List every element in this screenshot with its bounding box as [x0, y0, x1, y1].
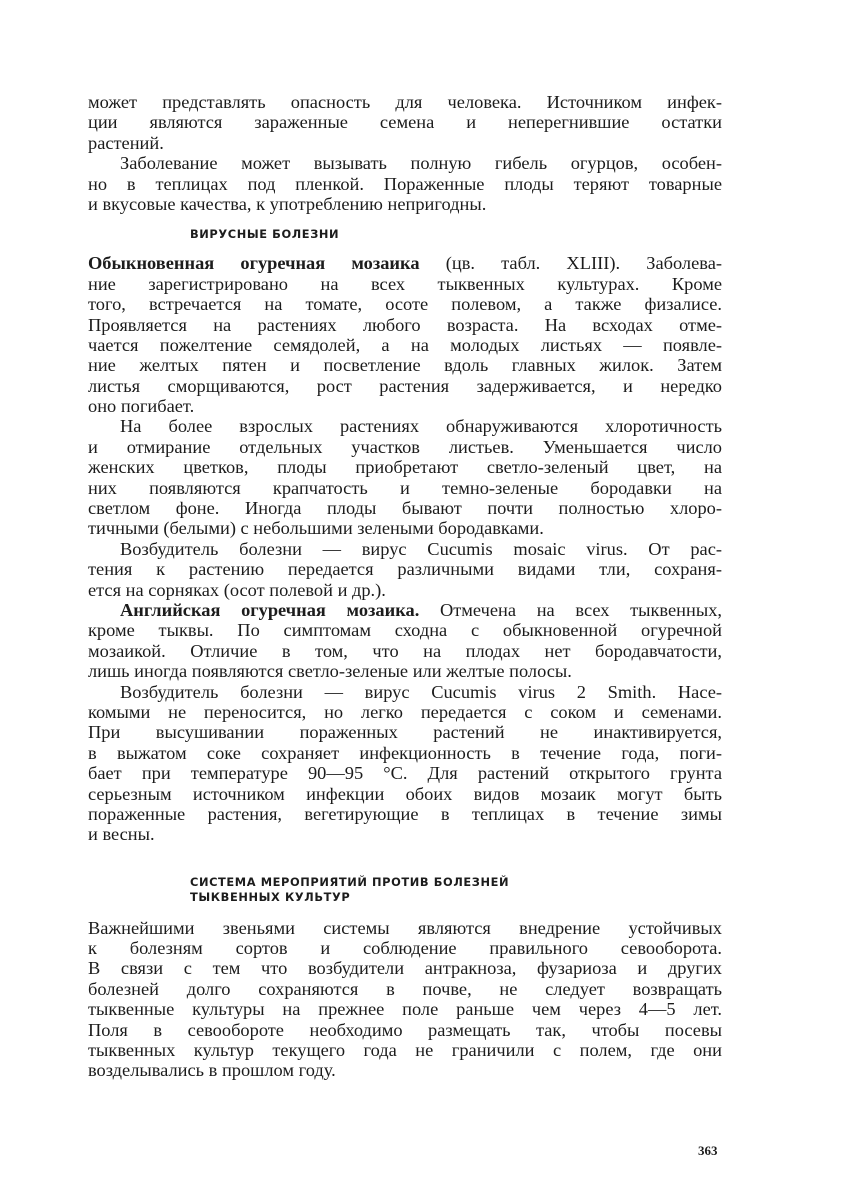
text-line: тыквенных культур текущего года не граничили с полем, где они — [88, 1040, 722, 1061]
text-line: болезней долго сохраняются в почве, не следует возвращать — [88, 978, 722, 999]
text-line: Важнейшими звеньями системы являются внедрение устойчивых — [88, 917, 722, 938]
text-line: ние зарегистрировано на всех тыквенных культурах. Кроме — [88, 273, 722, 294]
text-line: и вкусовые качества, к употреблению непригодны. — [88, 193, 487, 214]
text-line: и отмирание отдельных участков листьев. Уменьшается число — [88, 436, 722, 457]
text-line: женских цветков, плоды приобретают светло-зеленый цвет, на — [88, 457, 722, 478]
text-line: ется на сорняках (осот полевой и др.). — [88, 579, 386, 600]
text-line: них появляются крапчатость и темно-зеленые бородавки на — [88, 477, 722, 498]
text-line: листья сморщиваются, рост растения задерживается, и нередко — [88, 375, 722, 396]
text-line: того, встречается на томате, осоте полевом, а также физалисе. — [88, 294, 722, 315]
text-line: Возбудитель болезни — вирус Cucumis mosaic virus. От рас- — [120, 538, 722, 559]
text-line — [88, 253, 722, 273]
text-line: оно погибает. — [88, 396, 195, 417]
page-body — [88, 92, 722, 1081]
paragraph-cucumber-loss — [88, 153, 722, 214]
text-run: Отмечена на всех тыквенных, — [419, 599, 723, 620]
text-line: Поля в севообороте необходимо размещать так, чтобы посевы — [88, 1019, 722, 1040]
text-line: тичными (белыми) с небольшими зелеными бородавками. — [88, 518, 544, 539]
section-heading-viral-diseases: ВИРУСНЫЕ БОЛЕЗНИ — [190, 227, 340, 242]
text-line: тыквенные культуры на прежнее поле раньше чем через 4—5 лет. — [88, 999, 722, 1020]
paragraph-control-system — [88, 918, 722, 1081]
text-line: растений. — [88, 132, 164, 153]
paragraph-danger-source — [88, 92, 722, 153]
text-line: ние желтых пятен и посветление вдоль главных жилок. Затем — [88, 355, 722, 376]
text-line: может представлять опасность для человека. Источником инфек- — [88, 92, 722, 112]
text-line: пораженные растения, вегетирующие в теплицах в течение зимы — [88, 803, 722, 824]
text-line: чается пожелтение семядолей, а на молодых листьях — появле- — [88, 334, 722, 355]
section-heading-control-system-line1: СИСТЕМА МЕРОПРИЯТИЙ ПРОТИВ БОЛЕЗНЕЙ — [190, 874, 510, 889]
disease-term: Английская огуречная мозаика. — [120, 599, 420, 620]
text-line: тения к растению передается различными видами тли, сохраня- — [88, 559, 722, 580]
paragraph-pathogen-cv2 — [88, 682, 722, 845]
text-line: На более взрослых растениях обнаруживаются хлоротичность — [120, 416, 722, 437]
paragraph-common-cucumber-mosaic — [88, 253, 722, 416]
text-line: серьезным источником инфекции обоих видов мозаик могут быть — [88, 783, 722, 804]
text-line: Возбудитель болезни — вирус Cucumis virus 2 Smith. Насе- — [120, 681, 722, 702]
section-heading-control-system-line2: ТЫКВЕННЫХ КУЛЬТУР — [190, 889, 351, 904]
text-line: В связи с тем что возбудители антракноза, фузариоза и других — [88, 958, 722, 979]
disease-term: Обыкновенная огуречная мозаика — [88, 253, 420, 274]
text-run: (цв. табл. XLIII). Заболева- — [419, 253, 722, 274]
page-number: 363 — [698, 1143, 718, 1158]
text-line: лишь иногда появляются светло-зеленые или желтые полосы. — [88, 661, 572, 682]
text-line: При высушивании пораженных растений не инактивируется, — [88, 722, 722, 743]
paragraph-pathogen-cmv — [88, 539, 722, 600]
text-line: ции являются зараженные семена и неперегнившие остатки — [88, 112, 722, 133]
text-line: возделывались в прошлом году. — [88, 1060, 336, 1081]
text-line: кроме тыквы. По симптомам сходна с обыкновенной огуречной — [88, 620, 722, 641]
text-line: Проявляется на растениях любого возраста. На всходах отме- — [88, 314, 722, 335]
text-line: в выжатом соке сохраняет инфекционность в течение года, поги- — [88, 742, 722, 763]
text-line: и весны. — [88, 824, 155, 845]
paragraph-english-cucumber-mosaic — [88, 600, 722, 682]
text-line — [88, 600, 722, 620]
text-line: мозаикой. Отличие в том, что на плодах нет бородавчатости, — [88, 640, 722, 661]
text-line: Заболевание может вызывать полную гибель огурцов, особен- — [120, 153, 722, 174]
text-line: но в теплицах под пленкой. Пораженные плоды теряют товарные — [88, 173, 722, 194]
paragraph-adult-plants — [88, 416, 722, 538]
text-line: светлом фоне. Иногда плоды бывают почти полностью хлоро- — [88, 498, 722, 519]
text-line: к болезням сортов и соблюдение правильного севооборота. — [88, 938, 722, 959]
text-line: комыми не переносится, но легко передается с соком и семенами. — [88, 701, 722, 722]
text-line: бает при температуре 90—95 °С. Для растений открытого грунта — [88, 763, 722, 784]
